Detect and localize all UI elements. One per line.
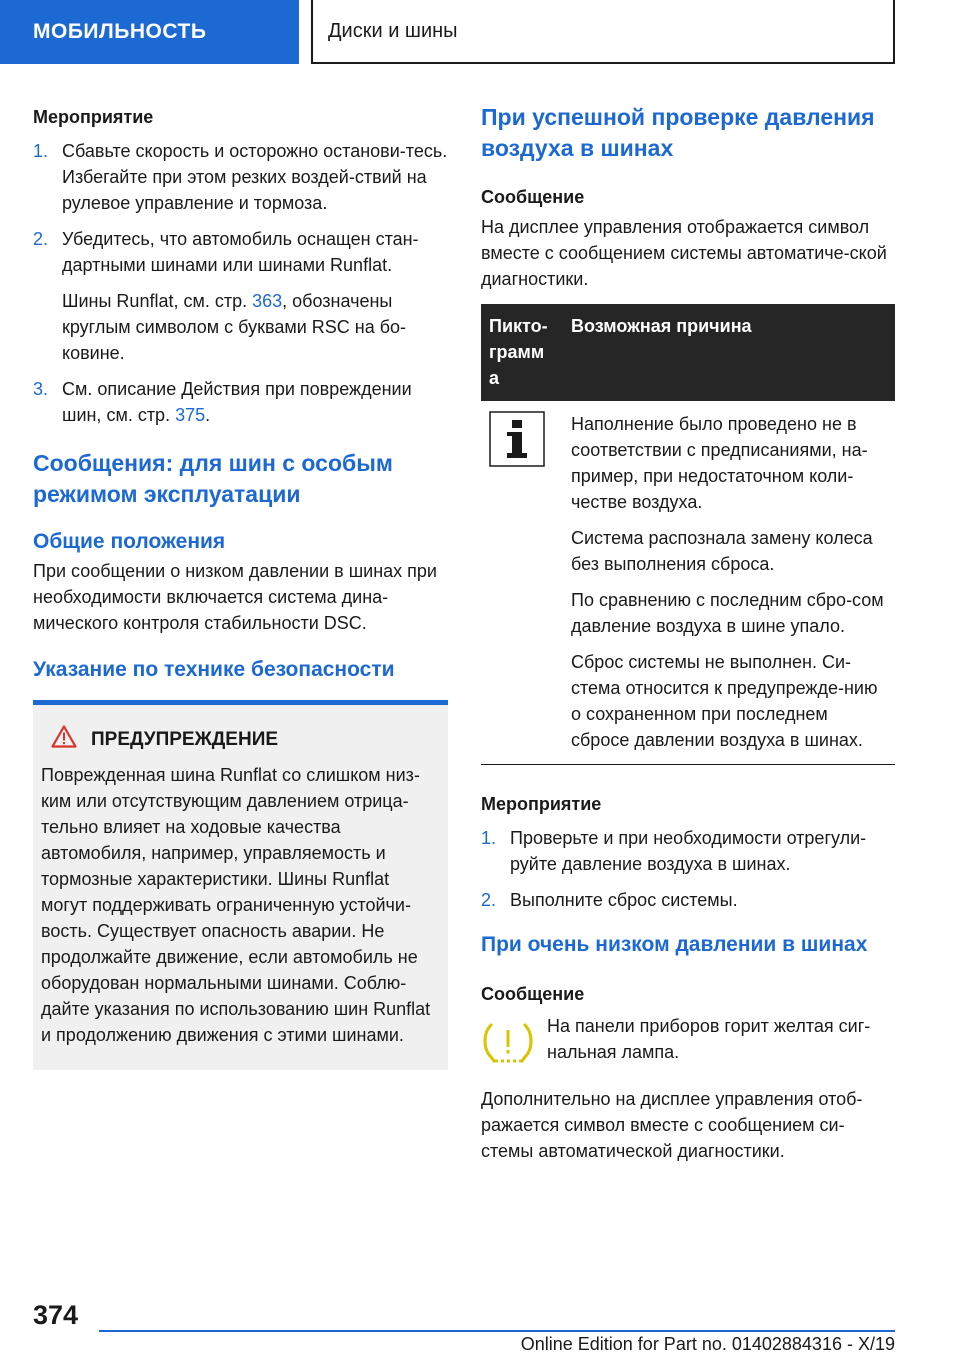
pictogram-cell	[481, 401, 563, 765]
extra-text: Дополнительно на дисплее управления отоб-ражается символ вместе с сообщением си-стемы автоматической диагностики.	[481, 1089, 863, 1161]
step-number: 2.	[481, 890, 497, 910]
right-column	[481, 102, 895, 1164]
message-label: Сообщение	[481, 187, 585, 207]
warning-triangle-icon	[51, 725, 77, 755]
cause-text: Система распознала замену колеса без выполнения сброса.	[571, 528, 873, 574]
table-header-pictogram: Пикто-грамм а	[481, 304, 563, 401]
footer-edition: Online Edition for Part no. 01402884316 - X/19	[520, 1334, 895, 1354]
measures-label: Мероприятие	[481, 794, 602, 814]
step-text: Сбавьте скорость и осторожно останови-тесь. Избегайте при этом резких воздей-ствий на рулевое управление и тормоза.	[62, 141, 448, 213]
step-number: 3.	[33, 379, 49, 399]
info-icon	[489, 451, 545, 471]
general-text: При сообщении о низком давлении в шинах при необходимости включается система дина-мического контроля стабильности DSC.	[33, 561, 437, 633]
cause-cell	[563, 401, 895, 765]
cause-text: Сброс системы не выполнен. Си-стема относится к предупрежде-нию о сохраненном при последнем сбросе давлении воздуха в шинах.	[571, 652, 878, 750]
warning-box	[33, 700, 448, 1070]
step-text: Выполните сброс системы.	[510, 890, 738, 910]
section-title: Сообщения: для шин с особым режимом эксплуатации	[33, 450, 393, 507]
step-extra-text: Шины Runflat, см. стр. 363, обозначены круглым символом с буквами RSC на бо-ковине.	[62, 291, 407, 363]
footer-divider	[99, 1330, 895, 1332]
step-number: 1.	[481, 828, 497, 848]
lamp-text: На панели приборов горит желтая сиг-нальная лампа.	[547, 1016, 871, 1062]
table-row	[481, 401, 895, 765]
warning-title: ПРЕДУПРЕЖДЕНИЕ	[91, 729, 279, 750]
page-link-375[interactable]: 375	[175, 405, 206, 425]
safety-title: Указание по технике безопасности	[33, 658, 395, 681]
left-column	[33, 104, 448, 1070]
page-number: 374	[33, 1300, 79, 1330]
tire-pressure-warning-icon	[481, 1013, 535, 1072]
success-title: При успешной проверке давления воздуха в шинах	[481, 104, 875, 161]
step-number: 1.	[33, 141, 49, 161]
step-number: 2.	[33, 229, 49, 249]
warning-text: Поврежденная шина Runflat со слишком низ-ким или отсутствующим давлением отрица-тельно влияет на ходовые качества автомобиля, например, управляемость и тормозные характеристики. Шины Runflat могут поддерживать ограниченную устойчи-вость. Существует опасность аварии. Не продолжайте движение, если автомобиль не оборудован нормальными шинами. Соблю-дайте указания по использованию шин Runflat и продолжению движения с этими шинами.	[41, 765, 431, 1045]
warning-header	[41, 725, 440, 755]
measures-label: Мероприятие	[33, 107, 154, 127]
cause-text: Наполнение было проведено не в соответствии с предписаниями, на-пример, при недостаточном коли-честве воздуха.	[571, 414, 868, 512]
cause-text: По сравнению с последним сбро-сом давление воздуха в шине упало.	[571, 590, 884, 636]
table-header-row	[481, 304, 895, 401]
step-text: Проверьте и при необходимости отрегули-руйте давление воздуха в шинах.	[510, 828, 867, 874]
message-label: Сообщение	[481, 984, 585, 1004]
lamp-row	[481, 1013, 895, 1072]
page-link-363[interactable]: 363	[252, 291, 283, 311]
step-text: См. описание Действия при повреждении шин, см. стр. 375.	[62, 379, 412, 425]
step-text: Убедитесь, что автомобиль оснащен стан-дартными шинами или шинами Runflat.	[62, 229, 419, 275]
table-header-cause: Возможная причина	[563, 304, 895, 401]
measures-list	[481, 825, 895, 913]
list-item	[33, 226, 448, 366]
list-item	[481, 825, 895, 877]
section-tab: МОБИЛЬНОСТЬ	[0, 0, 299, 64]
general-title: Общие положения	[33, 530, 226, 553]
measures-list	[33, 138, 448, 428]
cause-table	[481, 304, 895, 765]
list-item	[481, 887, 895, 913]
list-item	[33, 138, 448, 216]
chapter-title: Диски и шины	[311, 0, 895, 64]
list-item	[33, 376, 448, 428]
message-text: На дисплее управления отображается символ вместе с сообщением системы автоматиче-ской диагностики.	[481, 217, 887, 289]
low-pressure-title: При очень низком давлении в шинах	[481, 933, 868, 956]
